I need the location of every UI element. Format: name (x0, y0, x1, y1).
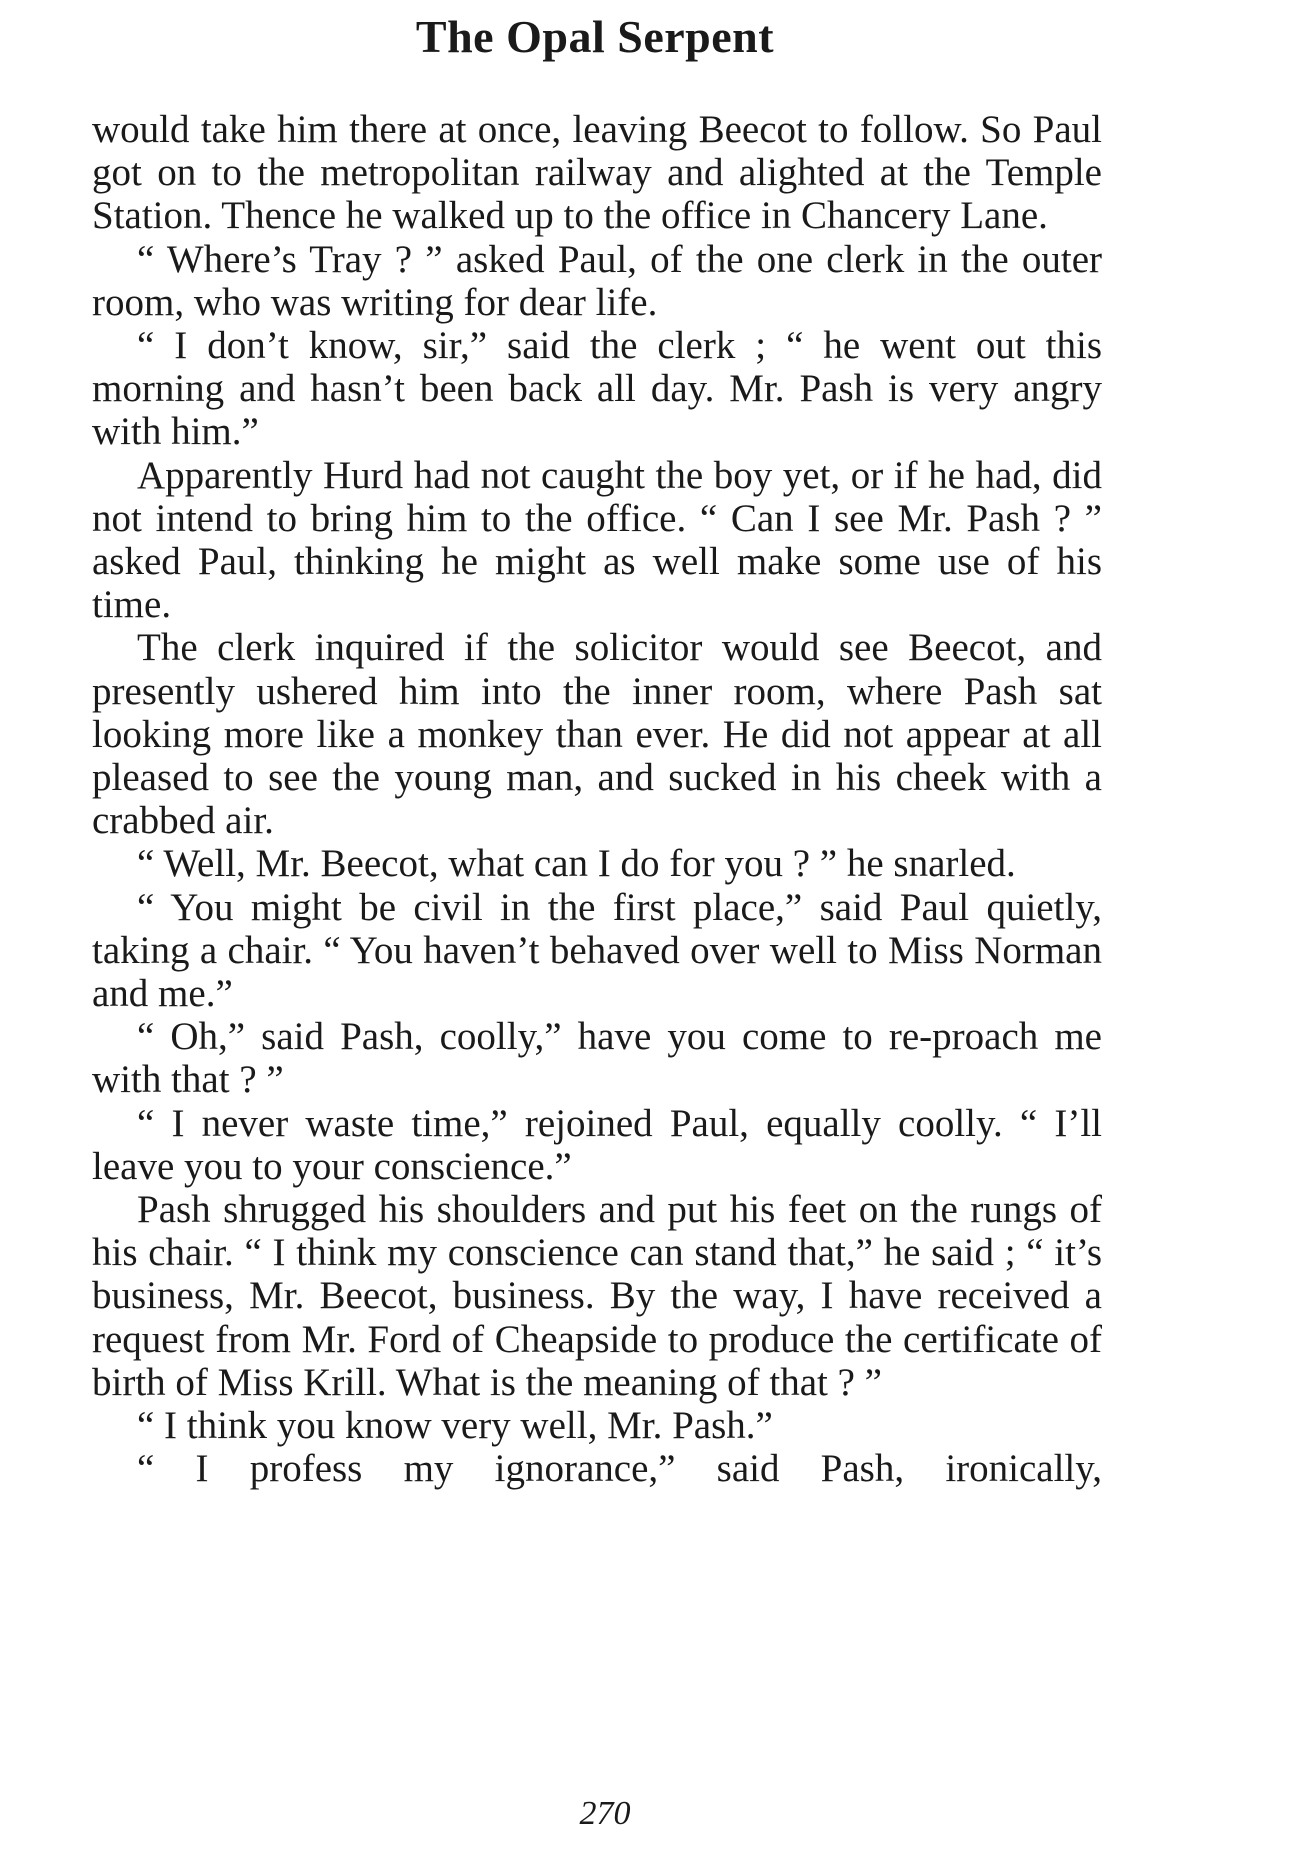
body-text (92, 108, 1102, 1491)
paragraph: “ I profess my ignorance,” said Pash, ironically, (137, 1447, 1102, 1491)
paragraph: “ Oh,” said Pash, coolly,” have you come to re-proach me with that ? ” (92, 1015, 1102, 1102)
paragraph: “ You might be civil in the first place,” said Paul quietly, taking a chair. “ You haven’t behaved over well to Miss Norman and me.” (92, 885, 1102, 1016)
running-head-title: The Opal Serpent (415, 11, 775, 62)
paragraph: “ I don’t know, sir,” said the clerk ; “ he went out this morning and hasn’t been back all day. Mr. Pash is very angry with him.” (92, 324, 1102, 454)
paragraph: Pash shrugged his shoulders and put his feet on the rungs of his chair. “ I think my conscience can stand that,” he said ; “ it’s business, Mr. Beecot, business. By the way, I have received a request from Mr. Ford of Cheapside to produce the certificate of birth of Miss Krill. What is the meaning of that ? ” (92, 1188, 1102, 1404)
paragraph: “ Well, Mr. Beecot, what can I do for you ? ” he snarled. (137, 842, 1016, 886)
paragraph: “ I never waste time,” rejoined Paul, equally coolly. “ I’ll leave you to your conscience.” (92, 1101, 1102, 1188)
paragraph: The clerk inquired if the solicitor would see Beecot, and presently ushered him into the inner room, where Pash sat looking more like a monkey than ever. He did not appear at all pleased to see the young man, and sucked in his cheek with a crabbed air. (92, 626, 1102, 843)
paragraph: would take him there at once, leaving Beecot to follow. So Paul got on to the metropolitan railway and alighted at the Temple Station. Thence he walked up to the office in Chancery Lane. (92, 108, 1102, 238)
page-number: 270 (579, 1795, 631, 1832)
paragraph: “ I think you know very well, Mr. Pash.” (137, 1404, 773, 1448)
paragraph: Apparently Hurd had not caught the boy yet, or if he had, did not intend to bring him to the office. “ Can I see Mr. Pash ? ” asked Paul, thinking he might as well make some use of his time. (92, 453, 1102, 627)
paragraph: “ Where’s Tray ? ” asked Paul, of the one clerk in the outer room, who was writing for dear life. (92, 237, 1102, 324)
